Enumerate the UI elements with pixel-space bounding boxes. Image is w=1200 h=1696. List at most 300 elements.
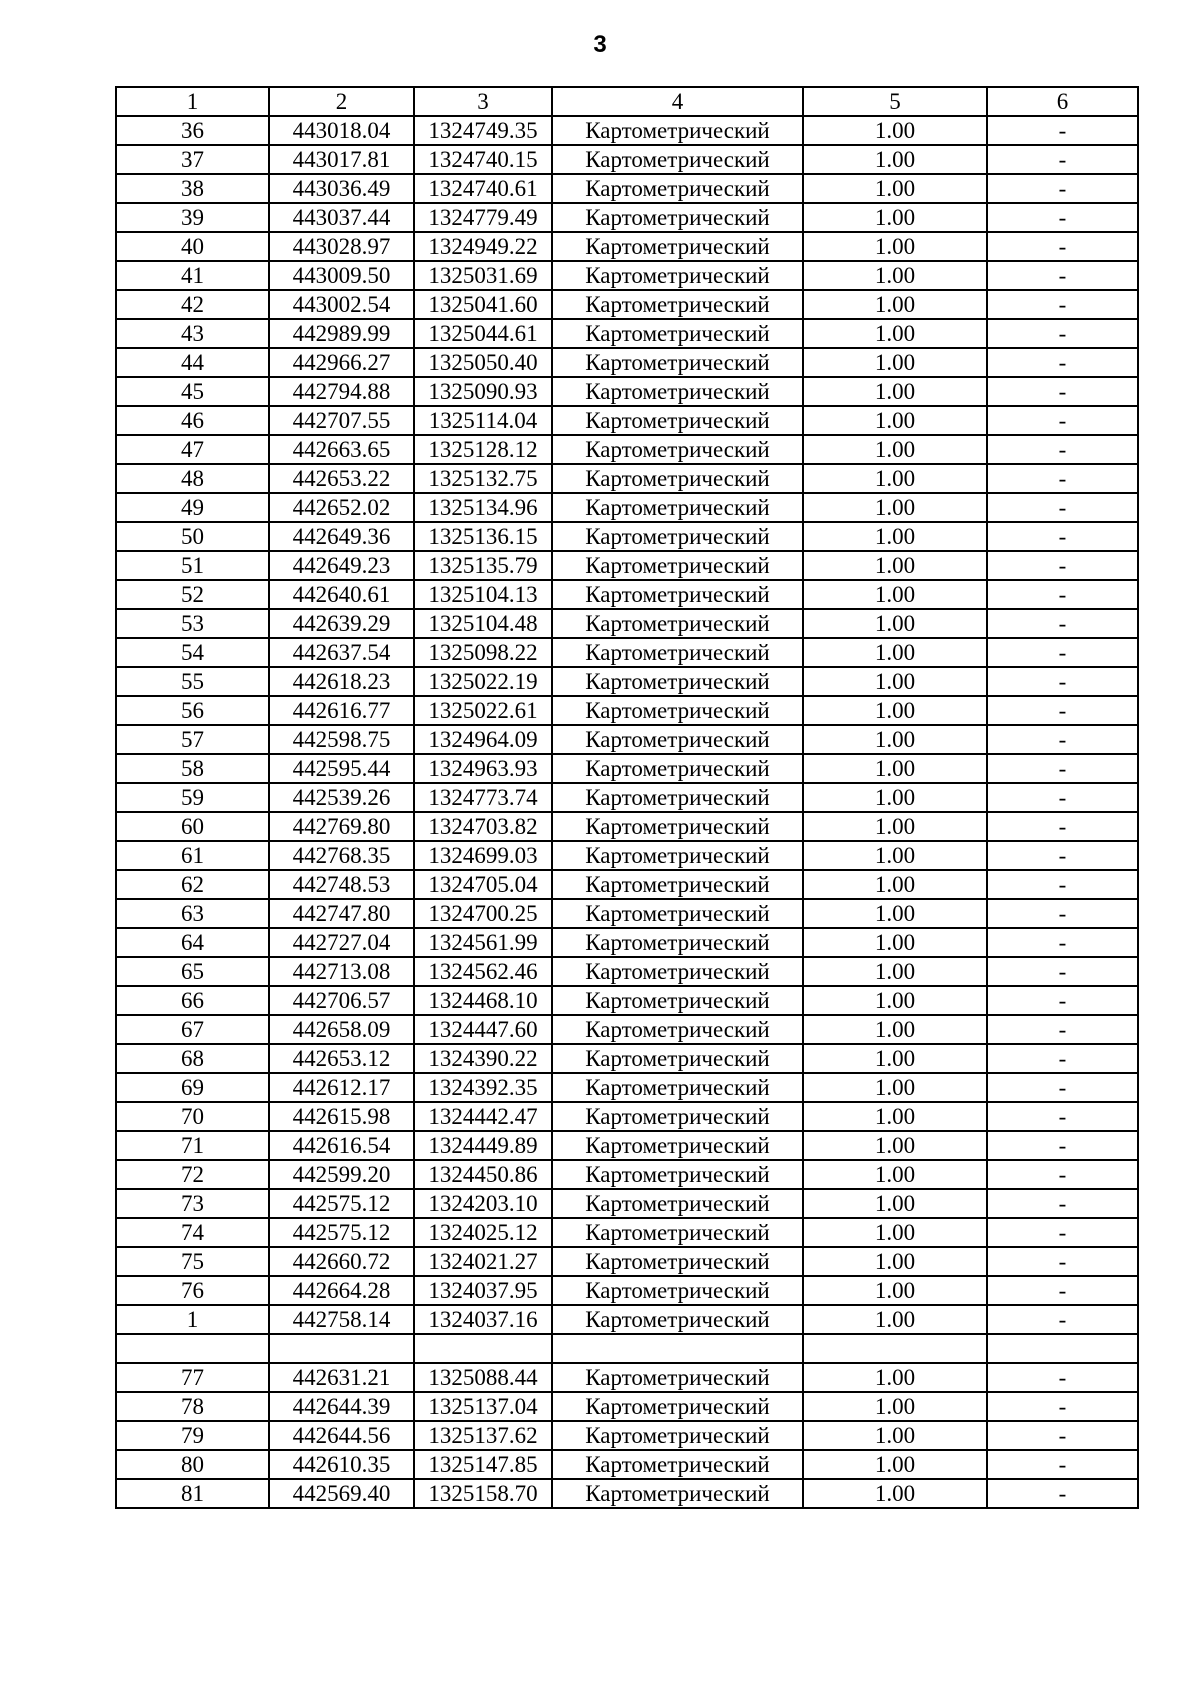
table-cell: 442707.55 xyxy=(269,406,414,435)
table-row xyxy=(116,435,1138,464)
table-cell: 1.00 xyxy=(803,696,987,725)
table-cell: 442706.57 xyxy=(269,986,414,1015)
table-cell: 442758.14 xyxy=(269,1305,414,1334)
table-row xyxy=(116,609,1138,638)
table-cell: 57 xyxy=(116,725,269,754)
table-cell: 442649.23 xyxy=(269,551,414,580)
table-cell: 443002.54 xyxy=(269,290,414,319)
table-cell: 1325104.48 xyxy=(414,609,552,638)
table-cell: 1325031.69 xyxy=(414,261,552,290)
header-cell: 3 xyxy=(414,87,552,116)
table-row xyxy=(116,1131,1138,1160)
table-cell: 61 xyxy=(116,841,269,870)
table-cell: 443017.81 xyxy=(269,145,414,174)
table-cell: 1.00 xyxy=(803,667,987,696)
table-cell: - xyxy=(987,725,1138,754)
table-row xyxy=(116,783,1138,812)
table-cell: 1.00 xyxy=(803,725,987,754)
table-cell: 75 xyxy=(116,1247,269,1276)
table-cell: 44 xyxy=(116,348,269,377)
table-cell: - xyxy=(987,1073,1138,1102)
table-cell: 442616.77 xyxy=(269,696,414,725)
table-cell: 67 xyxy=(116,1015,269,1044)
table-cell: 1.00 xyxy=(803,1131,987,1160)
table-cell: 1324561.99 xyxy=(414,928,552,957)
table-cell: 1325041.60 xyxy=(414,290,552,319)
table-row xyxy=(116,1044,1138,1073)
table-cell: Картометрический xyxy=(552,783,803,812)
table-cell: 1324740.61 xyxy=(414,174,552,203)
table-cell: Картометрический xyxy=(552,870,803,899)
table-row xyxy=(116,899,1138,928)
table-cell: 1.00 xyxy=(803,319,987,348)
table-cell: 1325132.75 xyxy=(414,464,552,493)
table-cell: - xyxy=(987,1131,1138,1160)
table-cell: 54 xyxy=(116,638,269,667)
table-cell: 1325158.70 xyxy=(414,1479,552,1508)
table-cell: 442575.12 xyxy=(269,1218,414,1247)
table-cell: 1324963.93 xyxy=(414,754,552,783)
table-cell: 1324773.74 xyxy=(414,783,552,812)
page-number: 3 xyxy=(593,31,607,58)
table-row xyxy=(116,1218,1138,1247)
table-cell: 52 xyxy=(116,580,269,609)
table-cell: 1325022.61 xyxy=(414,696,552,725)
table-cell: Картометрический xyxy=(552,1276,803,1305)
table-cell: 1.00 xyxy=(803,1421,987,1450)
table-cell: 1324703.82 xyxy=(414,812,552,841)
table-cell: - xyxy=(987,1479,1138,1508)
table-cell: 1.00 xyxy=(803,232,987,261)
table-cell: Картометрический xyxy=(552,1131,803,1160)
table-cell: - xyxy=(987,841,1138,870)
table-cell: 442599.20 xyxy=(269,1160,414,1189)
header-cell: 1 xyxy=(116,87,269,116)
table-cell: - xyxy=(987,348,1138,377)
table-cell: 1.00 xyxy=(803,522,987,551)
table-cell: - xyxy=(987,1363,1138,1392)
table-cell: 442610.35 xyxy=(269,1450,414,1479)
table-row xyxy=(116,261,1138,290)
table-row xyxy=(116,551,1138,580)
table-cell: 1.00 xyxy=(803,1160,987,1189)
table-cell: 1324705.04 xyxy=(414,870,552,899)
table-cell: 1 xyxy=(116,1305,269,1334)
table-cell: 81 xyxy=(116,1479,269,1508)
table-cell: Картометрический xyxy=(552,493,803,522)
table-row xyxy=(116,522,1138,551)
table-row xyxy=(116,377,1138,406)
table-cell: Картометрический xyxy=(552,464,803,493)
table-cell: 1324450.86 xyxy=(414,1160,552,1189)
table-cell: 442769.80 xyxy=(269,812,414,841)
table-cell: 1324037.95 xyxy=(414,1276,552,1305)
table-cell: Картометрический xyxy=(552,667,803,696)
table-cell: 442649.36 xyxy=(269,522,414,551)
table-cell: Картометрический xyxy=(552,232,803,261)
table-cell: 70 xyxy=(116,1102,269,1131)
table-cell: - xyxy=(987,116,1138,145)
table-cell: 72 xyxy=(116,1160,269,1189)
table-row xyxy=(116,1421,1138,1450)
table-row xyxy=(116,667,1138,696)
table-cell: - xyxy=(987,522,1138,551)
table-cell: 1325104.13 xyxy=(414,580,552,609)
table-cell: - xyxy=(987,145,1138,174)
table-cell: 78 xyxy=(116,1392,269,1421)
table-cell: - xyxy=(987,957,1138,986)
table-cell: 1.00 xyxy=(803,957,987,986)
table-cell xyxy=(414,1334,552,1363)
table-cell: 1325022.19 xyxy=(414,667,552,696)
table-cell: Картометрический xyxy=(552,1392,803,1421)
table-row xyxy=(116,116,1138,145)
table-cell: Картометрический xyxy=(552,522,803,551)
table-cell: 442637.54 xyxy=(269,638,414,667)
table-cell: 37 xyxy=(116,145,269,174)
table-cell: 71 xyxy=(116,1131,269,1160)
table-row xyxy=(116,957,1138,986)
table-cell: Картометрический xyxy=(552,1305,803,1334)
table-cell: 42 xyxy=(116,290,269,319)
header-cell: 4 xyxy=(552,87,803,116)
table-cell: 46 xyxy=(116,406,269,435)
table-row xyxy=(116,1015,1138,1044)
table-row xyxy=(116,1392,1138,1421)
table-cell: 1325135.79 xyxy=(414,551,552,580)
table-cell: 442618.23 xyxy=(269,667,414,696)
table-cell: Картометрический xyxy=(552,377,803,406)
table-row xyxy=(116,696,1138,725)
table-cell: 1324037.16 xyxy=(414,1305,552,1334)
table-row xyxy=(116,348,1138,377)
table-cell: Картометрический xyxy=(552,696,803,725)
table-cell: Картометрический xyxy=(552,203,803,232)
table-cell: 442639.29 xyxy=(269,609,414,638)
table-cell: - xyxy=(987,638,1138,667)
table-cell: 1325136.15 xyxy=(414,522,552,551)
header-cell: 6 xyxy=(987,87,1138,116)
table-cell: 1324740.15 xyxy=(414,145,552,174)
table-cell: 1.00 xyxy=(803,493,987,522)
table-row xyxy=(116,319,1138,348)
table-cell: 1324203.10 xyxy=(414,1189,552,1218)
table-cell: 1324562.46 xyxy=(414,957,552,986)
table-cell: Картометрический xyxy=(552,319,803,348)
table-cell: 76 xyxy=(116,1276,269,1305)
table-cell: Картометрический xyxy=(552,1450,803,1479)
table-cell: 48 xyxy=(116,464,269,493)
table-cell: 442989.99 xyxy=(269,319,414,348)
table-cell: 1324447.60 xyxy=(414,1015,552,1044)
table-cell: 1325128.12 xyxy=(414,435,552,464)
table-cell xyxy=(269,1334,414,1363)
table-row xyxy=(116,203,1138,232)
table-cell: 41 xyxy=(116,261,269,290)
table-row xyxy=(116,812,1138,841)
table-cell: - xyxy=(987,319,1138,348)
table-row xyxy=(116,1363,1138,1392)
table-cell: - xyxy=(987,1247,1138,1276)
table-cell: 1.00 xyxy=(803,986,987,1015)
table-cell: Картометрический xyxy=(552,1479,803,1508)
table-cell: 1.00 xyxy=(803,203,987,232)
table-cell: - xyxy=(987,1218,1138,1247)
table-row xyxy=(116,870,1138,899)
table-cell: - xyxy=(987,464,1138,493)
table-cell: Картометрический xyxy=(552,116,803,145)
table-cell: 36 xyxy=(116,116,269,145)
table-cell: 1324699.03 xyxy=(414,841,552,870)
table-row xyxy=(116,1450,1138,1479)
table-cell: 442652.02 xyxy=(269,493,414,522)
table-cell: Картометрический xyxy=(552,638,803,667)
table-cell: 55 xyxy=(116,667,269,696)
table-cell: 38 xyxy=(116,174,269,203)
coordinates-table xyxy=(115,86,1139,1509)
table-cell: - xyxy=(987,1044,1138,1073)
table-cell: Картометрический xyxy=(552,290,803,319)
table-cell: - xyxy=(987,261,1138,290)
table-cell: - xyxy=(987,928,1138,957)
table-cell: 442653.22 xyxy=(269,464,414,493)
table-row xyxy=(116,1160,1138,1189)
table-cell: 1.00 xyxy=(803,580,987,609)
table-cell: 442569.40 xyxy=(269,1479,414,1508)
table-cell: 1324700.25 xyxy=(414,899,552,928)
table-cell: 1.00 xyxy=(803,609,987,638)
table-cell: - xyxy=(987,435,1138,464)
table-cell: 1.00 xyxy=(803,1073,987,1102)
table-cell: Картометрический xyxy=(552,145,803,174)
table-cell: Картометрический xyxy=(552,754,803,783)
table-row xyxy=(116,1479,1138,1508)
table-row xyxy=(116,464,1138,493)
table-cell: - xyxy=(987,377,1138,406)
table-cell: 1324949.22 xyxy=(414,232,552,261)
table-row xyxy=(116,928,1138,957)
table-cell: 1324779.49 xyxy=(414,203,552,232)
table-cell: 1324390.22 xyxy=(414,1044,552,1073)
table-cell: 66 xyxy=(116,986,269,1015)
table-cell: - xyxy=(987,493,1138,522)
table-cell: 442658.09 xyxy=(269,1015,414,1044)
table-cell: 443018.04 xyxy=(269,116,414,145)
table-cell: 1.00 xyxy=(803,1450,987,1479)
table-cell: 1324749.35 xyxy=(414,116,552,145)
table-row xyxy=(116,493,1138,522)
table-cell: 1.00 xyxy=(803,116,987,145)
header-cell: 5 xyxy=(803,87,987,116)
table-cell: Картометрический xyxy=(552,551,803,580)
table-cell: 1.00 xyxy=(803,899,987,928)
table-cell: 59 xyxy=(116,783,269,812)
table-cell: 443028.97 xyxy=(269,232,414,261)
table-cell: - xyxy=(987,1102,1138,1131)
table-cell xyxy=(987,1334,1138,1363)
table-cell: 1324392.35 xyxy=(414,1073,552,1102)
table-cell: 58 xyxy=(116,754,269,783)
table-cell: 442713.08 xyxy=(269,957,414,986)
table-cell: 1325134.96 xyxy=(414,493,552,522)
table-cell: 63 xyxy=(116,899,269,928)
table-cell: 442660.72 xyxy=(269,1247,414,1276)
table-cell: - xyxy=(987,870,1138,899)
table-cell: 68 xyxy=(116,1044,269,1073)
table-cell: 442615.98 xyxy=(269,1102,414,1131)
table-cell: 47 xyxy=(116,435,269,464)
table-cell: Картометрический xyxy=(552,1102,803,1131)
table-cell: Картометрический xyxy=(552,1363,803,1392)
table-cell xyxy=(116,1334,269,1363)
table-row xyxy=(116,841,1138,870)
table-cell: Картометрический xyxy=(552,841,803,870)
table-cell: 1324964.09 xyxy=(414,725,552,754)
table-cell: Картометрический xyxy=(552,1044,803,1073)
table-cell: 1.00 xyxy=(803,841,987,870)
table-cell: 62 xyxy=(116,870,269,899)
table-cell: 442616.54 xyxy=(269,1131,414,1160)
table-cell: 1.00 xyxy=(803,551,987,580)
table-cell: 442644.56 xyxy=(269,1421,414,1450)
table-row xyxy=(116,754,1138,783)
table-cell: 1324442.47 xyxy=(414,1102,552,1131)
table-row xyxy=(116,406,1138,435)
table-row xyxy=(116,1305,1138,1334)
table-row xyxy=(116,1276,1138,1305)
table-cell: - xyxy=(987,812,1138,841)
table-cell: 64 xyxy=(116,928,269,957)
table-cell: Картометрический xyxy=(552,435,803,464)
table-cell: 442612.17 xyxy=(269,1073,414,1102)
table-cell: 1325137.62 xyxy=(414,1421,552,1450)
table-cell: 1.00 xyxy=(803,1305,987,1334)
table-cell: Картометрический xyxy=(552,725,803,754)
table-cell: 50 xyxy=(116,522,269,551)
table-cell: 442595.44 xyxy=(269,754,414,783)
table-row xyxy=(116,1102,1138,1131)
table-row xyxy=(116,1334,1138,1363)
table-cell: Картометрический xyxy=(552,1015,803,1044)
table-row xyxy=(116,174,1138,203)
table-cell: 1.00 xyxy=(803,145,987,174)
table-cell: 443009.50 xyxy=(269,261,414,290)
table-cell: - xyxy=(987,203,1138,232)
table-cell: - xyxy=(987,1276,1138,1305)
table-cell: - xyxy=(987,1160,1138,1189)
table-cell: Картометрический xyxy=(552,348,803,377)
table-cell xyxy=(552,1334,803,1363)
table-cell: 1325147.85 xyxy=(414,1450,552,1479)
table-cell: - xyxy=(987,754,1138,783)
table-cell: Картометрический xyxy=(552,812,803,841)
table-cell: - xyxy=(987,1015,1138,1044)
table-cell: 1.00 xyxy=(803,1479,987,1508)
table-cell: - xyxy=(987,609,1138,638)
table-cell: Картометрический xyxy=(552,580,803,609)
table-cell: 1.00 xyxy=(803,870,987,899)
table-cell: 1325098.22 xyxy=(414,638,552,667)
table-cell: 1325137.04 xyxy=(414,1392,552,1421)
table-cell: 442966.27 xyxy=(269,348,414,377)
table-cell: 1.00 xyxy=(803,377,987,406)
table-row xyxy=(116,1247,1138,1276)
table-cell: - xyxy=(987,174,1138,203)
table-cell: 442664.28 xyxy=(269,1276,414,1305)
table-cell: 1325044.61 xyxy=(414,319,552,348)
table-cell: Картометрический xyxy=(552,609,803,638)
table-cell: - xyxy=(987,986,1138,1015)
table-cell: 442644.39 xyxy=(269,1392,414,1421)
table-row xyxy=(116,290,1138,319)
table-cell: 1325090.93 xyxy=(414,377,552,406)
table-cell: 1.00 xyxy=(803,812,987,841)
table-cell: 1324449.89 xyxy=(414,1131,552,1160)
table-cell: - xyxy=(987,1421,1138,1450)
table-cell: 442640.61 xyxy=(269,580,414,609)
table-cell: 442539.26 xyxy=(269,783,414,812)
table-cell: 45 xyxy=(116,377,269,406)
table-cell: 442747.80 xyxy=(269,899,414,928)
table-cell: 1.00 xyxy=(803,1044,987,1073)
table-cell: 60 xyxy=(116,812,269,841)
table-row xyxy=(116,1073,1138,1102)
table-cell: Картометрический xyxy=(552,899,803,928)
header-cell: 2 xyxy=(269,87,414,116)
table-cell: 442631.21 xyxy=(269,1363,414,1392)
table-cell: 53 xyxy=(116,609,269,638)
table-cell: 443036.49 xyxy=(269,174,414,203)
table-cell: 1.00 xyxy=(803,261,987,290)
table-cell: - xyxy=(987,696,1138,725)
table-cell: 1.00 xyxy=(803,1218,987,1247)
table-cell: 49 xyxy=(116,493,269,522)
table-cell: Картометрический xyxy=(552,1160,803,1189)
table-cell: - xyxy=(987,667,1138,696)
table-cell: - xyxy=(987,580,1138,609)
table-cell: - xyxy=(987,1305,1138,1334)
table-cell: 1.00 xyxy=(803,1189,987,1218)
table-cell: 56 xyxy=(116,696,269,725)
table-cell: 77 xyxy=(116,1363,269,1392)
table-cell: 1324025.12 xyxy=(414,1218,552,1247)
table-cell: 443037.44 xyxy=(269,203,414,232)
table-header-row xyxy=(116,87,1138,116)
table-cell: Картометрический xyxy=(552,1189,803,1218)
table-cell: 1.00 xyxy=(803,174,987,203)
table-row xyxy=(116,986,1138,1015)
table-cell: 442663.65 xyxy=(269,435,414,464)
table-cell: 1325114.04 xyxy=(414,406,552,435)
table-cell: 442598.75 xyxy=(269,725,414,754)
table-cell: Картометрический xyxy=(552,928,803,957)
table-cell: 1.00 xyxy=(803,1363,987,1392)
table-cell: 1325050.40 xyxy=(414,348,552,377)
table-cell: 1.00 xyxy=(803,754,987,783)
table-cell: Картометрический xyxy=(552,1247,803,1276)
table-cell: - xyxy=(987,783,1138,812)
table-cell: 69 xyxy=(116,1073,269,1102)
table-cell: - xyxy=(987,290,1138,319)
table-cell: 1325088.44 xyxy=(414,1363,552,1392)
table-cell: 1324468.10 xyxy=(414,986,552,1015)
table-cell: 1.00 xyxy=(803,406,987,435)
table-cell: 51 xyxy=(116,551,269,580)
table-cell: 442575.12 xyxy=(269,1189,414,1218)
table-cell: 1324021.27 xyxy=(414,1247,552,1276)
table-row xyxy=(116,580,1138,609)
table-cell: 1.00 xyxy=(803,1015,987,1044)
